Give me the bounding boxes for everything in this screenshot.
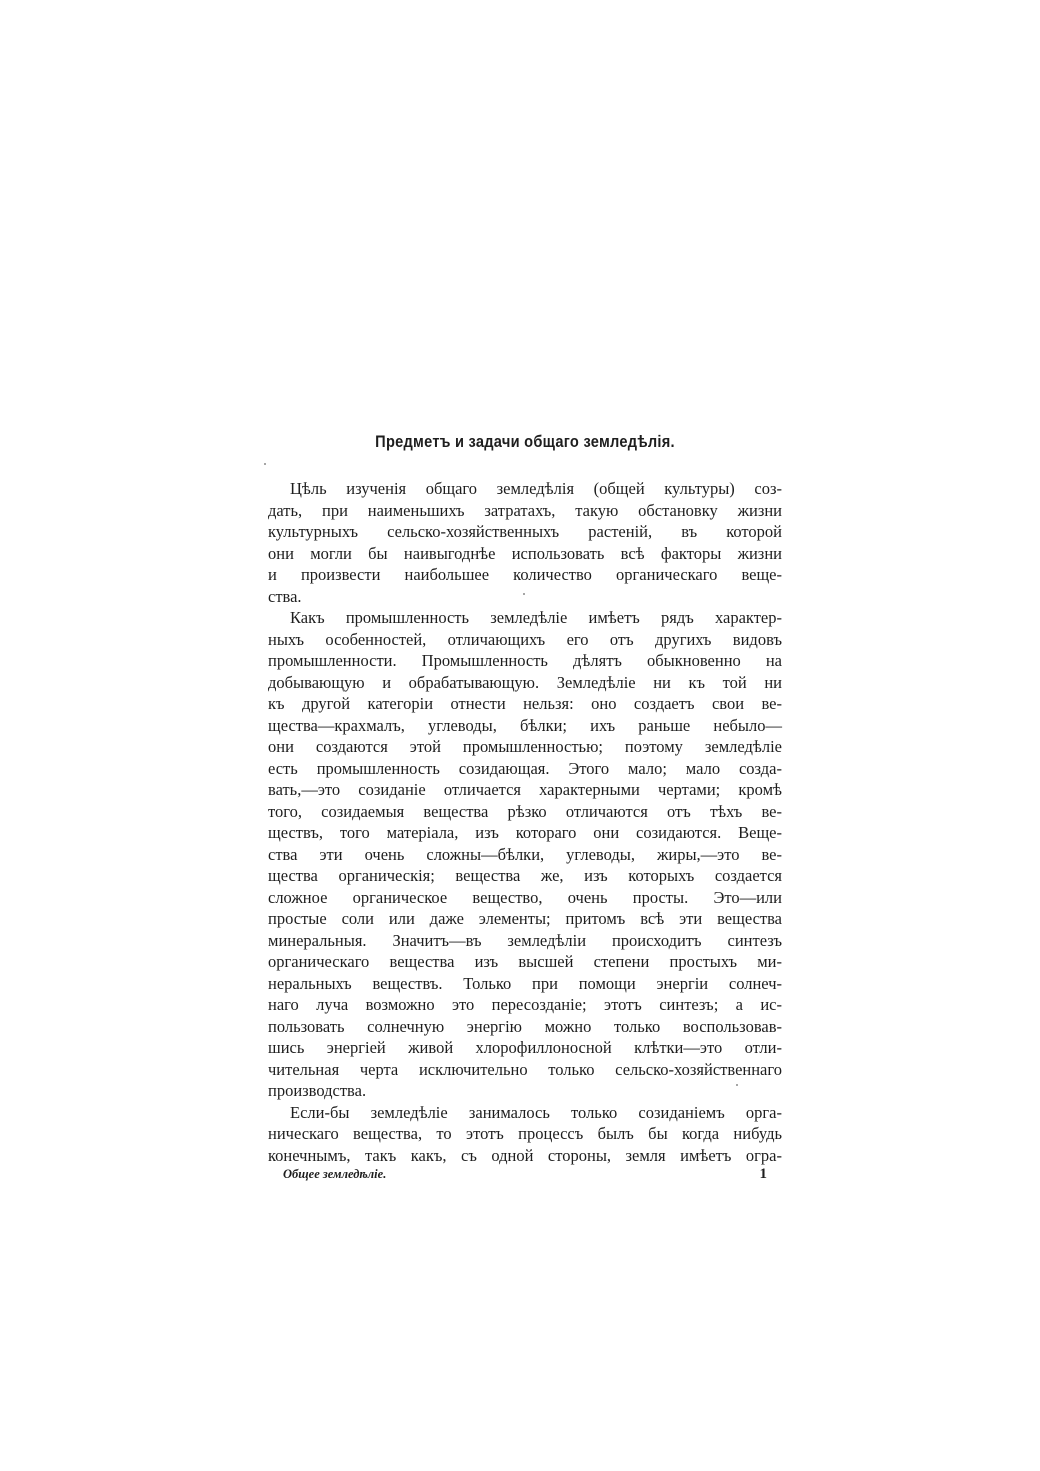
text-line: неральныхъ веществъ. Только при помощи энергіи солнеч- [268,973,782,993]
text-line: пользовать солнечную энергію можно только воспользовав- [268,1016,782,1036]
text-line: чительная черта исключительно только сельско-хозяйственнаго [268,1059,782,1079]
text-line: Какъ промышленность земледѣліе имѣетъ рядъ характер- [290,608,782,627]
text-line: добывающую и обрабатывающую. Земледѣліе ни къ той ни [268,672,782,692]
text-line: органическаго вещества изъ высшей степени простыхъ ми- [268,952,782,971]
paragraph-2 [268,607,782,1102]
paragraph-1 [268,478,782,607]
text-line: производства. [268,1081,367,1100]
text-line: вать,—это созиданіе отличается характерными чертами; кромѣ [268,780,782,799]
paragraph-3 [268,1102,782,1167]
text-line: наго луча возможно это пересозданіе; этотъ синтезъ; а ис- [268,995,782,1014]
text-line: минеральныя. Значитъ—въ земледѣліи происходитъ синтезъ [268,930,782,950]
text-line: культурныхъ сельско-хозяйственныхъ растеній, въ которой [268,522,782,541]
text-line: ства. [268,586,302,606]
text-line: промышленности. Промышленность дѣлятъ обыкновенно на [268,651,782,670]
text-line: и произвести наибольшее количество органическаго веще- [268,565,782,584]
text-line: ныхъ особенностей, отличающихъ его отъ другихъ видовъ [268,629,782,649]
text-line: ществъ, того матеріала, изъ котораго они созидаются. Веще- [268,823,782,842]
text-line: они создаются этой промышленностью; поэтому земледѣліе [268,737,782,756]
text-line: они могли бы наивыгоднѣе использовать всѣ факторы жизни [268,543,782,563]
text-line: къ другой категоріи отнести нельзя: оно создаетъ свои ве- [268,694,782,713]
text-line: щества—крахмалъ, углеводы, бѣлки; ихъ раньше небыло— [268,715,782,735]
text-line: Цѣль изученія общаго земледѣлія (общей культуры) соз- [290,479,782,498]
text-line: конечнымъ, такъ какъ, съ одной стороны, земля имѣетъ огра- [268,1145,782,1165]
text-line: есть промышленность созидающая. Этого мало; мало созда- [268,758,782,778]
body-text [268,428,782,1166]
text-line: сложное органическое вещество, очень просты. Это—или [268,887,782,907]
text-line: щества органическія; вещества же, изъ которыхъ создается [268,866,782,885]
text-line: простые соли или даже элементы; притомъ всѣ эти вещества [268,909,782,928]
running-title: Общее земледѣліе. [283,1167,387,1181]
text-line: того, созидаемыя вещества рѣзко отличаются отъ тѣхъ ве- [268,801,782,821]
text-line: дать, при наименьшихъ затратахъ, такую обстановку жизни [268,500,782,520]
text-line: ническаго вещества, то этотъ процессъ былъ бы когда нибудь [268,1124,782,1143]
scan-speck [264,463,266,465]
text-line: Если-бы земледѣліе занималось только созиданіемъ орга- [290,1102,782,1122]
page-title: Предметъ и задачи общаго земледѣлія. [375,432,675,451]
page-number: 1 [759,1166,767,1182]
page-footer [283,1163,767,1185]
text-line: шись энергіей живой хлорофиллоносной клѣтки—это отли- [268,1038,782,1057]
text-line: ства эти очень сложны—бѣлки, углеводы, жиры,—это ве- [268,844,782,864]
